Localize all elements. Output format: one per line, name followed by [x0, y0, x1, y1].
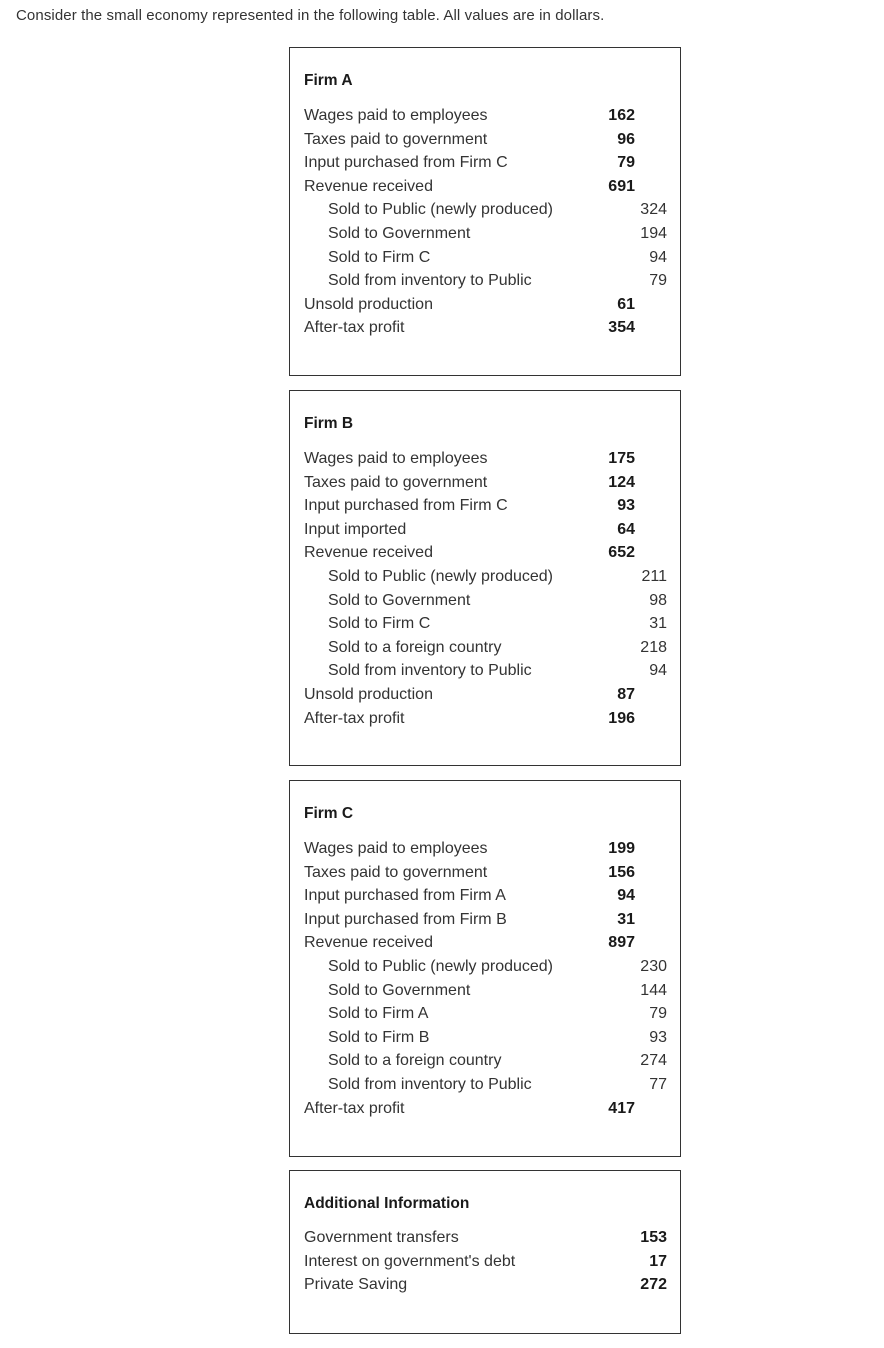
row-label: Revenue received	[304, 934, 433, 952]
row-value: 31	[617, 910, 635, 928]
row-label: Revenue received	[304, 544, 433, 562]
firm-a-rows	[290, 104, 680, 340]
firm-a-row-sold-public	[290, 198, 680, 222]
firm-b-row-sold-inventory	[290, 659, 680, 683]
row-value: 230	[640, 957, 667, 975]
row-label: After-tax profit	[304, 1099, 405, 1117]
row-value: 153	[640, 1229, 667, 1246]
row-value: 324	[640, 201, 667, 219]
additional-row-transfers	[290, 1226, 680, 1250]
row-label: Input purchased from Firm A	[304, 887, 506, 905]
firm-c-row-taxes	[290, 861, 680, 885]
row-value: 98	[649, 591, 667, 609]
row-value: 196	[608, 709, 635, 727]
row-value: 354	[608, 319, 635, 337]
row-value: 93	[649, 1028, 667, 1046]
row-label: Taxes paid to government	[304, 473, 488, 491]
row-value: 64	[617, 520, 635, 538]
firm-c-row-sold-firm-b	[290, 1026, 680, 1050]
row-value: 31	[649, 615, 667, 633]
row-value: 652	[608, 544, 635, 562]
firm-b-row-revenue	[290, 541, 680, 565]
row-value: 175	[608, 450, 635, 467]
row-label: Sold to Firm B	[328, 1028, 430, 1046]
firm-c-row-sold-inventory	[290, 1073, 680, 1097]
row-label: Input purchased from Firm C	[304, 497, 508, 515]
firm-a-row-revenue	[290, 175, 680, 199]
row-value: 96	[617, 130, 635, 148]
row-label: Sold to Public (newly produced)	[328, 567, 554, 585]
row-label: Sold to a foreign country	[328, 1052, 502, 1070]
row-label: Sold from inventory to Public	[328, 1075, 532, 1093]
firm-c-row-sold-public	[290, 955, 680, 979]
row-label: Input purchased from Firm B	[304, 910, 507, 928]
firm-a-row-wages	[290, 104, 680, 128]
firm-c-title: Firm C	[304, 805, 354, 822]
row-value: 17	[649, 1252, 667, 1270]
row-label: Sold to Firm C	[328, 615, 431, 633]
firm-a-row-sold-government	[290, 222, 680, 246]
row-value: 162	[608, 107, 635, 124]
row-value: 194	[640, 224, 667, 242]
row-label: Sold from inventory to Public	[328, 662, 532, 680]
row-label: Input purchased from Firm C	[304, 154, 508, 172]
firm-b-row-taxes	[290, 471, 680, 495]
row-label: Input imported	[304, 520, 407, 538]
firm-c-table	[289, 780, 681, 1157]
row-label: Taxes paid to government	[304, 130, 488, 148]
row-label: Sold to Government	[328, 224, 471, 242]
row-value: 77	[649, 1075, 667, 1093]
row-label: Sold to Government	[328, 591, 471, 609]
row-value: 94	[649, 662, 667, 680]
firm-c-row-revenue	[290, 931, 680, 955]
row-label: Wages paid to employees	[304, 107, 488, 124]
row-value: 218	[640, 638, 667, 656]
firm-b-row-input-imported	[290, 518, 680, 542]
row-label: Revenue received	[304, 177, 433, 195]
row-value: 691	[608, 177, 635, 195]
firm-b-rows	[290, 447, 680, 730]
row-label: Sold to Public (newly produced)	[328, 957, 554, 975]
row-label: Unsold production	[304, 685, 433, 703]
row-label: Sold to Firm A	[328, 1005, 429, 1023]
firm-c-rows	[290, 837, 680, 1120]
row-label: Sold to Public (newly produced)	[328, 201, 554, 219]
firm-b-row-wages	[290, 447, 680, 471]
firm-c-row-input-a	[290, 884, 680, 908]
firm-b-row-unsold	[290, 683, 680, 707]
row-value: 94	[649, 248, 667, 266]
firm-b-row-sold-public	[290, 565, 680, 589]
row-value: 417	[608, 1099, 635, 1117]
row-value: 272	[640, 1276, 667, 1294]
row-value: 124	[608, 473, 635, 491]
firm-a-row-sold-inventory	[290, 269, 680, 293]
additional-row-interest	[290, 1250, 680, 1274]
firm-c-row-sold-foreign	[290, 1049, 680, 1073]
row-label: After-tax profit	[304, 709, 405, 727]
additional-info-title: Additional Information	[304, 1195, 470, 1212]
row-value: 79	[617, 154, 635, 172]
firm-a-row-sold-firm-c	[290, 246, 680, 270]
row-label: Unsold production	[304, 295, 433, 313]
row-value: 79	[649, 1005, 667, 1023]
firm-b-row-sold-foreign	[290, 636, 680, 660]
row-value: 94	[617, 887, 635, 905]
firm-c-row-profit	[290, 1097, 680, 1121]
row-label: Sold to a foreign country	[328, 638, 502, 656]
firm-a-table	[289, 47, 681, 376]
row-value: 79	[649, 272, 667, 290]
row-label: Sold to Firm C	[328, 248, 431, 266]
firm-b-row-input-c	[290, 494, 680, 518]
row-label: After-tax profit	[304, 319, 405, 337]
row-value: 156	[608, 863, 635, 881]
firm-a-row-taxes	[290, 128, 680, 152]
row-label: Government transfers	[304, 1229, 459, 1246]
row-label: Interest on government's debt	[304, 1252, 516, 1270]
row-value: 61	[617, 295, 635, 313]
firm-b-row-profit	[290, 707, 680, 731]
firm-b-row-sold-firm-c	[290, 612, 680, 636]
firm-a-row-unsold	[290, 293, 680, 317]
row-value: 897	[608, 934, 635, 952]
firm-c-row-wages	[290, 837, 680, 861]
firm-a-title: Firm A	[304, 72, 353, 89]
row-label: Wages paid to employees	[304, 840, 488, 857]
row-value: 274	[640, 1052, 667, 1070]
row-label: Taxes paid to government	[304, 863, 488, 881]
row-label: Sold to Government	[328, 981, 471, 999]
row-value: 93	[617, 497, 635, 515]
firm-c-row-input-b	[290, 908, 680, 932]
firm-a-row-input-c	[290, 151, 680, 175]
firm-c-row-sold-firm-a	[290, 1002, 680, 1026]
row-value: 144	[640, 981, 667, 999]
row-value: 211	[641, 567, 667, 585]
additional-info-rows	[290, 1226, 680, 1297]
row-label: Wages paid to employees	[304, 450, 488, 467]
firm-b-row-sold-government	[290, 589, 680, 613]
row-label: Private Saving	[304, 1276, 408, 1294]
firm-b-table	[289, 390, 681, 766]
additional-info-table	[289, 1170, 681, 1334]
row-value: 87	[617, 685, 635, 703]
intro-text: Consider the small economy represented in the following table. All values are in dollars.	[16, 7, 605, 24]
firm-a-row-profit	[290, 316, 680, 340]
row-label: Sold from inventory to Public	[328, 272, 532, 290]
firm-c-row-sold-government	[290, 979, 680, 1003]
row-value: 199	[608, 840, 635, 857]
firm-b-title: Firm B	[304, 415, 354, 432]
additional-row-private-saving	[290, 1273, 680, 1297]
